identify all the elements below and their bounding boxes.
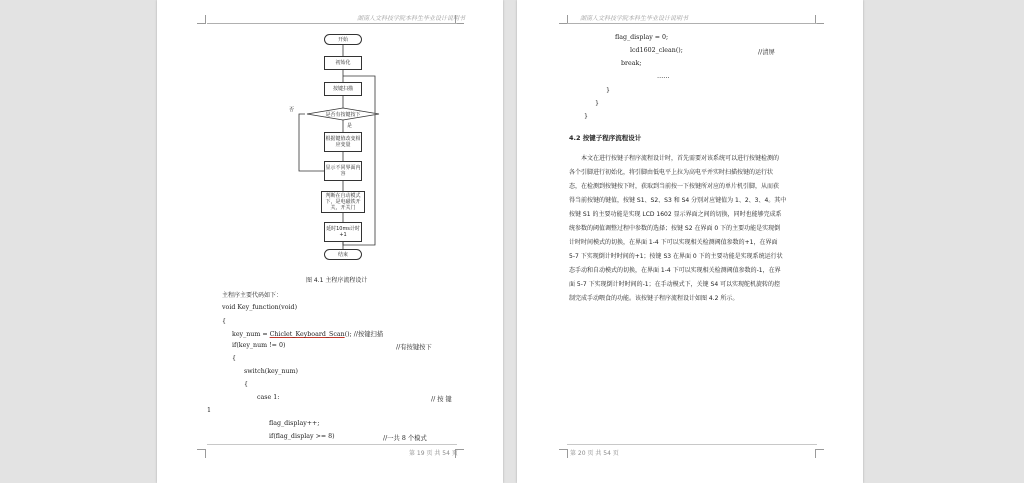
paragraph-line: 得当前按键的键值，按键 S1、S2、S3 和 S4 分别对应键值为 1、2、3、4。其中 (569, 197, 787, 204)
flowchart-start: 开始 (324, 34, 362, 45)
flowchart-yes-label: 是 (347, 123, 353, 129)
paragraph-line: 态，在检测到按键按下时，获取到当前按一下按键所对应的单片机引脚，从而获 (569, 183, 780, 190)
code-line: } (606, 87, 611, 94)
flowchart-display: 显示不同界面内容 (324, 161, 362, 181)
code-line: case 1: (257, 394, 280, 401)
code-comment: //清屏 (758, 49, 775, 56)
code-line: switch(key_num) (244, 368, 298, 375)
page-footer: 第 19 页 共 54 页 (409, 450, 458, 457)
code-line: break; (621, 60, 642, 67)
code-line: } (584, 113, 589, 120)
header-rule (567, 23, 817, 24)
paragraph-line: 面 5-7 下实现倒计时时间的-1；在手动模式下，关键 S4 可以实现舵机旋转的控 (569, 281, 781, 288)
code-line: flag_display = 0; (615, 34, 669, 41)
flowchart-assign: 根据键值改变相应变量 (324, 132, 362, 152)
margin-mark (815, 449, 824, 458)
flowchart-end: 结束 (324, 249, 362, 260)
flowchart-decision-label: 是否有按键按下 (325, 112, 361, 118)
code-comment: //有按键按下 (396, 344, 432, 351)
code-line: 1 (207, 407, 212, 414)
code-line: { (222, 318, 227, 325)
code-line: { (244, 381, 249, 388)
document-page-20 (517, 0, 863, 483)
page-header: 湖南人文科技学院本科生毕业设计说明书 (580, 15, 689, 22)
flowchart-judge: 判断在自动模式下，是电磁铁开关，开关门 (321, 191, 365, 213)
margin-mark (197, 449, 206, 458)
flowchart-delay: 延时10ms计时+1 (324, 222, 362, 242)
figure-caption: 图 4.1 主程序流程设计 (306, 277, 368, 284)
flowchart-no-label: 否 (289, 107, 295, 113)
code-line: …… (657, 73, 670, 80)
paragraph-line: 统参数的阈值调整过程中参数的选择；按键 S2 在界面 0 下的主要功能是实现倒 (569, 225, 781, 232)
code-intro: 主程序主要代码如下： (222, 292, 283, 299)
code-fragment: (); //按键扫描 (344, 331, 384, 338)
code-comment: // 按 键 (431, 396, 452, 403)
margin-mark (559, 449, 568, 458)
code-fragment: key_num = (232, 331, 270, 338)
paragraph-line: 制完成手动喂食的功能。该按键子程序流程设计如图 4.2 所示。 (569, 295, 739, 302)
flowchart-scan: 按键扫描 (324, 82, 362, 96)
flowchart-init: 初始化 (324, 56, 362, 70)
code-line: } (595, 100, 600, 107)
code-fragment: Chiclet_Keyboard_Scan (269, 331, 345, 338)
paragraph-line: 态手动和自动模式的切换，在界面 1-4 下可以实现相关检测阈值参数的-1，在界 (569, 267, 781, 274)
no-branch-line (299, 114, 324, 171)
section-heading: 4.2 按键子程序流程设计 (569, 134, 642, 142)
code-comment: //一共 8 个模式 (383, 435, 427, 442)
paragraph-line: 5-7 下实现倒计时时间的+1；按键 S3 在界面 0 下的主要功能是实现系统运行状 (569, 253, 783, 260)
paragraph-line: 按键 S1 的主要功能是实现 LCD 1602 显示界面之间的切换，同时也能够完成系 (569, 211, 782, 218)
code-line: flag_display++; (269, 420, 320, 427)
code-line: void Key_function(void) (222, 304, 298, 311)
footer-rule (207, 444, 457, 445)
footer-rule (567, 444, 817, 445)
paragraph-line: 计时时间模式的切换，在界面 1-4 下可以实现相关检测阈值参数的+1，在界面 (569, 239, 778, 246)
page-header: 湖南人文科技学院本科生毕业设计说明书 (357, 15, 466, 22)
paragraph-line: 本文在进行按键子程序流程设计时，首先需要对该系统可以进行按键检测的 (581, 155, 780, 162)
code-line: if(flag_display >= 8) (269, 433, 335, 440)
paragraph-line: 各个引脚进行初始化，将引脚由低电平上拉为高电平并实时扫描按键的运行状 (569, 169, 774, 176)
code-line: lcd1602_clean(); (630, 47, 683, 54)
page-footer: 第 20 页 共 54 页 (570, 450, 619, 457)
document-page-19 (157, 0, 503, 483)
code-line: { (232, 355, 237, 362)
code-line: if(key_num != 0) (232, 342, 286, 349)
code-line (232, 329, 383, 338)
